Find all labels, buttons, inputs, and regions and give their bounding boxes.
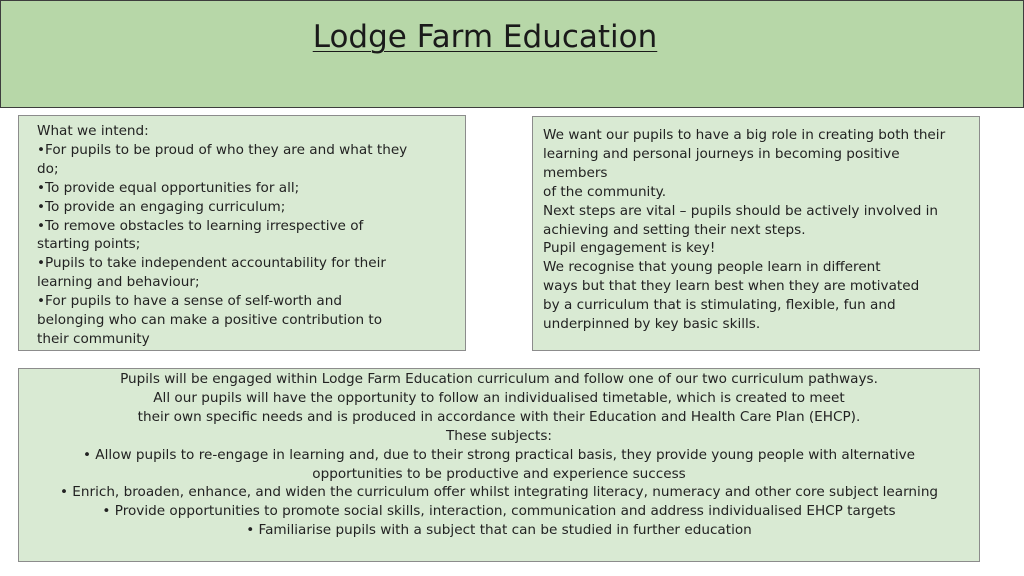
curriculum-box bbox=[18, 368, 980, 562]
role-line: by a curriculum that is stimulating, flexible, fun and bbox=[543, 297, 896, 314]
curriculum-bullet: • Allow pupils to re-engage in learning and, due to their strong practical basis, they provide young people with alternative opportunities to be productive and experience success bbox=[82, 446, 916, 482]
intent-line: do; bbox=[37, 160, 59, 177]
intent-line: •Pupils to take independent accountability for their bbox=[37, 255, 386, 272]
page-title: Lodge Farm Education bbox=[312, 19, 658, 55]
intent-line: their community bbox=[37, 330, 150, 347]
role-line: underpinned by key basic skills. bbox=[543, 316, 761, 333]
curriculum-bullet: • Familiarise pupils with a subject that can be studied in further education bbox=[246, 522, 752, 539]
intent-line: •For pupils to have a sense of self-worth and bbox=[37, 293, 342, 310]
role-line: We recognise that young people learn in different bbox=[543, 259, 881, 276]
curriculum-line: These subjects: bbox=[446, 427, 552, 444]
intent-line: What we intend: bbox=[37, 123, 149, 139]
intent-line: •To provide equal opportunities for all; bbox=[37, 179, 300, 196]
curriculum-line: Pupils will be engaged within Lodge Farm Education curriculum and follow one of our two curriculum pathways. bbox=[120, 371, 878, 387]
role-line: ways but that they learn best when they are motivated bbox=[543, 278, 920, 295]
intent-line: •To provide an engaging curriculum; bbox=[37, 198, 286, 215]
curriculum-line: their own specific needs and is produced in accordance with their Education and Health Care Plan (EHCP). bbox=[137, 408, 861, 425]
role-line: achieving and setting their next steps. bbox=[543, 221, 806, 238]
role-line: learning and personal journeys in becoming positive bbox=[543, 145, 900, 162]
intent-line: belonging who can make a positive contribution to bbox=[37, 312, 383, 329]
role-line: of the community. bbox=[543, 183, 667, 200]
curriculum-line: All our pupils will have the opportunity to follow an individualised timetable, which is created to meet bbox=[153, 389, 845, 406]
intent-line: •To remove obstacles to learning irrespective of bbox=[37, 217, 364, 234]
curriculum-bullet: • Enrich, broaden, enhance, and widen the curriculum offer whilst integrating literacy, numeracy and other core subject learning bbox=[59, 484, 939, 501]
intent-line: •For pupils to be proud of who they are and what they bbox=[37, 141, 408, 158]
curriculum-bullet: • Provide opportunities to promote social skills, interaction, communication and address individualised EHCP targets bbox=[102, 503, 896, 520]
role-line: Next steps are vital – pupils should be actively involved in bbox=[543, 202, 939, 219]
intent-line: starting points; bbox=[37, 236, 141, 253]
role-box bbox=[532, 116, 980, 351]
intent-box bbox=[18, 115, 466, 351]
role-line: Pupil engagement is key! bbox=[543, 240, 716, 257]
header-banner bbox=[0, 0, 1024, 108]
role-line: members bbox=[543, 164, 608, 181]
role-line: We want our pupils to have a big role in creating both their bbox=[543, 127, 946, 143]
intent-line: learning and behaviour; bbox=[37, 274, 200, 291]
